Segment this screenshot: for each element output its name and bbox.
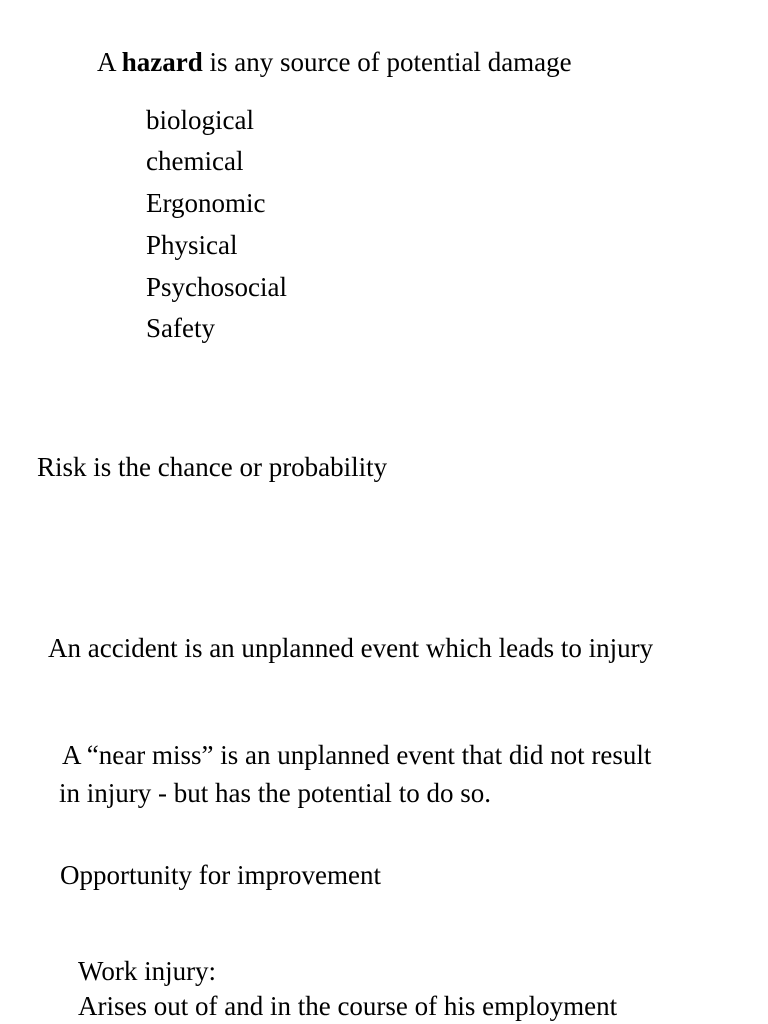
hazard-type-item: biological	[146, 105, 254, 135]
hazard-term: hazard	[121, 47, 203, 77]
accident-definition: An accident is an unplanned event which leads to injury	[48, 633, 654, 663]
hazard-suffix: is any source of potential damage	[202, 47, 572, 77]
opportunity-text: Opportunity for improvement	[60, 860, 381, 890]
hazard-type-item: Ergonomic	[146, 188, 266, 218]
near-miss-line-2: in injury - but has the potential to do so.	[59, 778, 491, 808]
hazard-type-item: Safety	[146, 313, 215, 343]
near-miss-line-1: A “near miss” is an unplanned event that did not result	[62, 740, 652, 770]
hazard-definition	[97, 46, 572, 78]
hazard-type-item: Physical	[146, 230, 238, 260]
hazard-type-item: Psychosocial	[146, 272, 287, 302]
hazard-prefix: A	[97, 47, 122, 77]
work-injury-title: Work injury:	[78, 956, 217, 986]
risk-definition: Risk is the chance or probability	[37, 452, 388, 482]
work-injury-definition: Arises out of and in the course of his employment	[78, 991, 618, 1021]
hazard-type-item: chemical	[146, 146, 244, 176]
